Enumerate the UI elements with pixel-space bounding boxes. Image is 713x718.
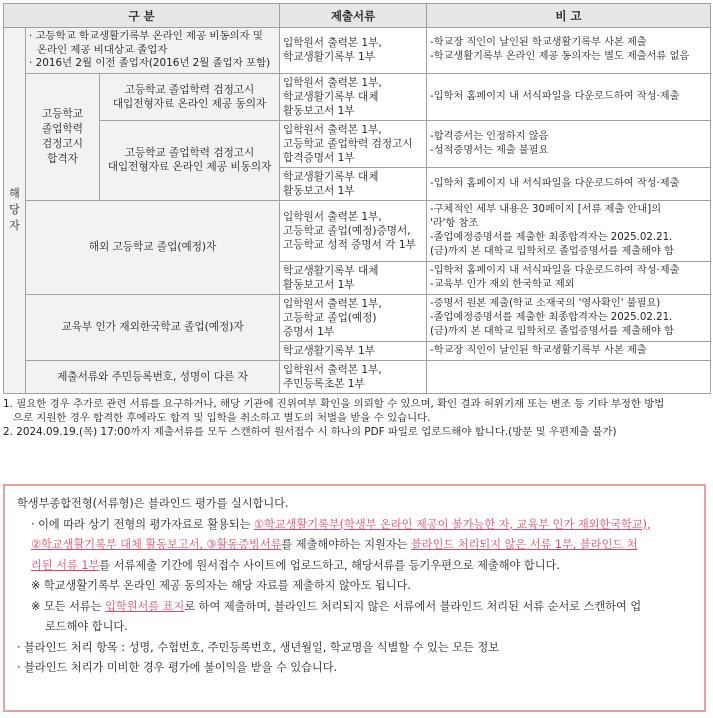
category-online-nonconsent: · 고등학교 학교생활기록부 온라인 제공 비동의자 및 온라인 제공 비대상교 졸업자 · 2016년 2월 이전 졸업자(2016년 2월 졸업자 포함) <box>26 28 280 74</box>
footnote-2: 2. 2024.09.19.(목) 17:00까지 제출서류를 모두 스캔하여 원서접수 시 하나의 PDF 파일로 업로드해야 합니다.(방문 및 우편제출 불가) <box>3 425 617 438</box>
documents-cell: 학교생활기록부 대체 활동보고서 1부 <box>280 167 427 200</box>
header-category: 구 분 <box>4 4 280 28</box>
highlight-text: 블라인드 처리되지 않은 서류 1부, 블라인드 처 <box>411 538 638 551</box>
highlight-text: ①학교생활기록부(학생부 온라인 제공이 불가능한 자, 교육부 인가 재외한국학교), <box>253 517 651 531</box>
table-row <box>4 294 711 341</box>
header-documents: 제출서류 <box>280 4 427 28</box>
notice-line: · 이에 따라 상기 전형의 평가자료로 활용되는 ①학교생활기록부(학생부 온라인 제공이 불가능한 자, 교육부 인가 재외한국학교), <box>31 517 651 531</box>
documents-cell: 입학원서 출력본 1부, 고등학교 졸업(예정)증명서, 고등학교 성적 증명서 각 1부 <box>280 200 427 261</box>
notice-line: · 블라인드 처리가 미비한 경우 평가에 불이익을 받을 수 있습니다. <box>17 661 338 674</box>
ged-group-label: 고등학교 졸업학력 검정고시 합격자 <box>26 73 100 200</box>
highlight-text: 입학원서를 표지 <box>105 599 185 613</box>
applicant-label <box>4 28 26 394</box>
notice-line: ※ 모든 서류는 입학원서를 표지로 하여 제출하며, 블라인드 처리되지 않은 서류에서 블라인드 처리된 서류 순서로 스캔하여 업 <box>31 599 642 613</box>
requirements-sheet <box>3 3 710 439</box>
remarks-cell: -입학처 홈페이지 내 서식파일을 다운로드하여 작성·제출 <box>427 167 711 200</box>
documents-cell: 학교생활기록부 1부 <box>280 341 427 360</box>
footnotes <box>3 397 710 439</box>
notice-line: 로드해야 합니다. <box>45 620 128 633</box>
documents-cell: 학교생활기록부 대체 활동보고서 1부 <box>280 261 427 294</box>
highlight-text: 리된 서류 1부 <box>31 558 100 572</box>
table-header-row <box>4 4 711 28</box>
table-row <box>4 200 711 261</box>
table-row <box>4 360 711 393</box>
remarks-cell: -학교장 직인이 날인된 학교생활기록부 사본 제출 <box>427 341 711 360</box>
table-row <box>4 73 711 120</box>
remarks-cell: -입학처 홈페이지 내 서식파일을 다운로드하여 작성·제출 <box>427 73 711 120</box>
documents-cell: 입학원서 출력본 1부, 학교생활기록부 1부 <box>280 28 427 74</box>
notice-line: ②학교생활기록부 대체 활동보고서, ③활동증빙서류를 제출해야하는 지원자는 블라인드 처리되지 않은 서류 1부, 블라인드 처 <box>31 538 638 551</box>
documents-cell: 입학원서 출력본 1부, 고등학교 졸업학력 검정고시 합격증명서 1부 <box>280 120 427 167</box>
remarks-cell <box>427 360 711 393</box>
footnote-1-cont: 으로 지원한 경우 합격한 후에라도 합격 및 입학을 취소하고 별도의 처벌을 받을 수 있습니다. <box>3 411 431 424</box>
ged-consent-label: 고등학교 졸업학력 검정고시 대입전형자료 온라인 제공 동의자 <box>100 73 280 120</box>
ged-nonconsent-label: 고등학교 졸업학력 검정고시 대입전형자료 온라인 제공 비동의자 <box>100 120 280 200</box>
documents-cell: 입학원서 출력본 1부, 학교생활기록부 대체 활동보고서 1부 <box>280 73 427 120</box>
header-remarks: 비 고 <box>427 4 711 28</box>
table-row <box>4 28 711 74</box>
remarks-cell: -구체적인 세부 내용은 30페이지 [서류 제출 안내]의 '라'항 참조 -졸업예정증명서를 제출한 최종합격자는 2025.02.21. (금)까지 본 대학교 입학처로 졸업증명서를 제출해야 함 <box>427 200 711 261</box>
remarks-cell: -입학처 홈페이지 내 서식파일을 다운로드하여 작성·제출 -교육부 인가 재외 한국학교 제외 <box>427 261 711 294</box>
remarks-cell: -합격증서는 인정하지 않음 -성적증명서는 제출 불필요 <box>427 120 711 167</box>
footnote-1: 1. 필요한 경우 추가로 관련 서류를 요구하거나, 해당 기관에 진위여부 확인을 의뢰할 수 있으며, 확인 결과 허위기재 또는 변조 등 기타 부정한 방법 <box>3 397 665 410</box>
overseas-label: 해외 고등학교 졸업(예정)자 <box>26 200 280 294</box>
table-row <box>4 120 711 167</box>
requirements-table <box>3 3 711 394</box>
notice-line: ※ 학교생활기록부 온라인 제공 동의자는 해당 자료를 제출하지 않아도 됩니다. <box>31 579 411 592</box>
blind-evaluation-notice <box>3 484 706 712</box>
notice-title: 학생부종합전형(서류형)은 블라인드 평가를 실시합니다. <box>17 497 289 510</box>
name-diff-label: 제출서류와 주민등록번호, 성명이 다른 자 <box>26 360 280 393</box>
applicant-label-text: 해 당 자 <box>9 187 20 233</box>
remarks-cell: -학교장 직인이 날인된 학교생활기록부 사본 제출 -학교생활기록부 온라인 제공 동의자는 별도 제출서류 없음 <box>427 28 711 74</box>
documents-cell: 입학원서 출력본 1부, 고등학교 졸업(예정) 증명서 1부 <box>280 294 427 341</box>
remarks-cell: -증명서 원본 제출(학교 소재국의 '영사확인' 불필요) -졸업예정증명서를 제출한 최종합격자는 2025.02.21. (금)까지 본 대학교 입학처로 졸업증명서를 제출해야 함 <box>427 294 711 341</box>
notice-line: · 블라인드 처리 항목 : 성명, 수험번호, 주민등록번호, 생년월일, 학교명을 식별할 수 있는 모든 정보 <box>17 640 500 654</box>
korean-school-label: 교육부 인가 재외한국학교 졸업(예정)자 <box>26 294 280 360</box>
highlight-text: ②학교생활기록부 대체 활동보고서, ③활동증빙서류 <box>31 538 282 551</box>
documents-cell: 입학원서 출력본 1부, 주민등록초본 1부 <box>280 360 427 393</box>
notice-line: 리된 서류 1부를 서류제출 기간에 원서접수 사이트에 업로드하고, 해당서류를 등기우편으로 제출해야 합니다. <box>31 558 560 572</box>
